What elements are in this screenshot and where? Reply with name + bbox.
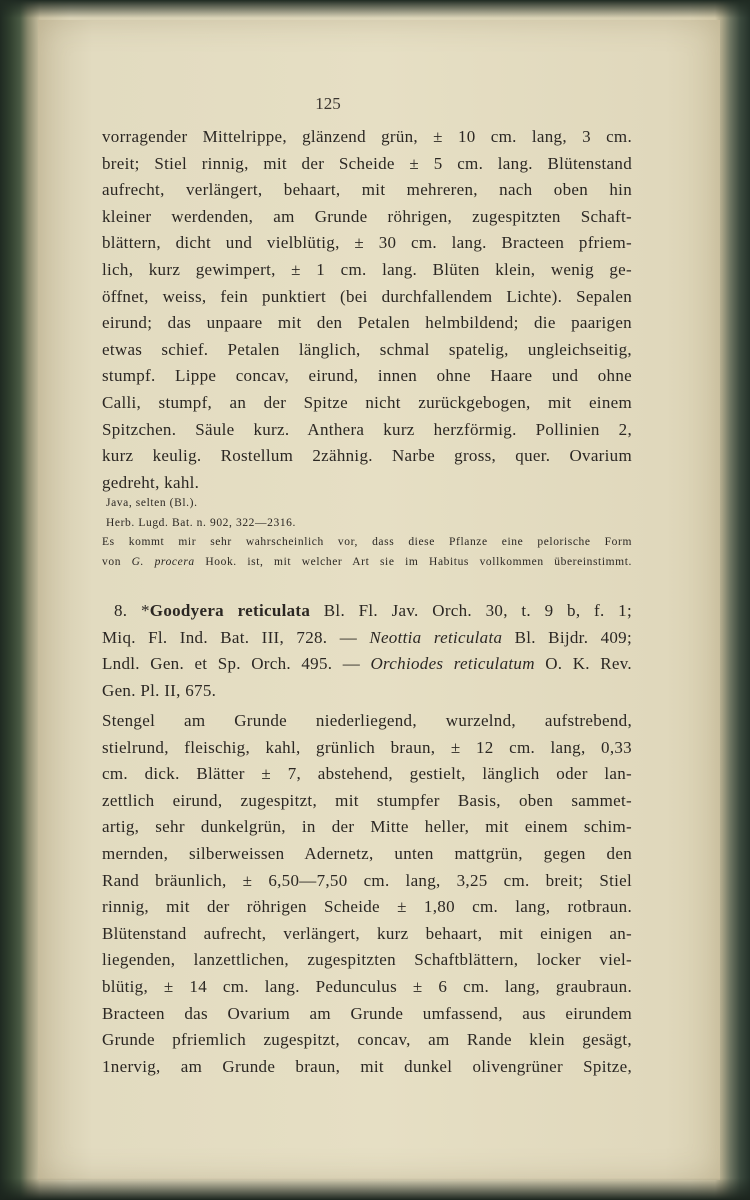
citation: Bl. Fl. Jav. Orch. 30, t. 9 b, f. 1; [310, 601, 632, 620]
species-number: 8. * [114, 601, 150, 620]
text-line: 1nervig, am Grunde braun, mit dunkel olivengrüner Spitze, [102, 1056, 632, 1076]
text-line: öffnet, weiss, fein punktiert (bei durchfallendem Lichte). Sepalen [102, 286, 632, 306]
citation: Miq. Fl. Ind. Bat. III, 728. — [102, 627, 370, 647]
text-line: Rand bräunlich, ± 6,50—7,50 cm. lang, 3,25 cm. breit; Stiel [102, 870, 632, 890]
text-line: Bracteen das Ovarium am Grunde umfassend, aus eirundem [102, 1003, 632, 1023]
text-line: Spitzchen. Säule kurz. Anthera kurz herzförmig. Pollinien 2, [102, 419, 632, 439]
text-line: lich, kurz gewimpert, ± 1 cm. lang. Blüten klein, wenig ge- [102, 259, 632, 279]
text-line: zettlich eirund, zugespitzt, mit stumpfer Basis, oben sammet- [102, 790, 632, 810]
description-paragraph-2 [102, 708, 632, 1080]
text-line: Grunde pfriemlich zugespitzt, concav, am Rande klein gesägt, [102, 1030, 632, 1050]
text-line: breit; Stiel rinnig, mit der Scheide ± 5 cm. lang. Blütenstand [102, 153, 632, 173]
note-herbarium: Herb. Lugd. Bat. n. 902, 322—2316. [106, 516, 297, 529]
paper-sheet [38, 20, 720, 1180]
note-remark: Es kommt mir sehr wahrscheinlich vor, dass diese Pflanze eine pelorische Form [102, 536, 632, 548]
text-line: vorragender Mittelrippe, glänzend grün, ± 10 cm. lang, 3 cm. [102, 127, 632, 146]
text-line: stumpf. Lippe concav, eirund, innen ohne Haare und ohne [102, 366, 632, 386]
footnotes [102, 494, 632, 572]
text-line: kleiner werdenden, am Grunde röhrigen, zugespitzten Schaft- [102, 206, 632, 226]
synonym: Neottia reticulata [369, 627, 503, 647]
species-heading [102, 598, 632, 704]
text-line: kurz keulig. Rostellum 2zähnig. Narbe gross, quer. Ovarium [102, 446, 632, 466]
citation: Lndl. Gen. et Sp. Orch. 495. — [102, 654, 371, 674]
text-line: Calli, stumpf, an der Spitze nicht zurückgebogen, mit einem [102, 392, 632, 412]
text-line: rinnig, mit der röhrigen Scheide ± 1,80 cm. lang, rotbraun. [102, 897, 632, 917]
text-line: etwas schief. Petalen länglich, schmal spatelig, ungleichseitig, [102, 339, 632, 359]
note-species: G. procera [131, 555, 195, 568]
heading-line-3 [102, 651, 632, 678]
page-number: 125 [315, 94, 341, 113]
text-line: Stengel am Grunde niederliegend, wurzelnd, aufstrebend, [102, 711, 632, 730]
text-line: stielrund, fleischig, kahl, grünlich braun, ± 12 cm. lang, 0,33 [102, 737, 632, 757]
note-suffix: Hook. ist, mit welcher Art sie im Habitus vollkommen übereinstimmt. [194, 555, 632, 568]
description-paragraph-1 [102, 124, 632, 496]
text-line: blättern, dicht und vielblütig, ± 30 cm. lang. Bracteen pfriem- [102, 233, 632, 253]
heading-line-1 [102, 598, 632, 625]
text-line: eirund; das unpaare mit den Petalen helmbildend; die paarigen [102, 313, 632, 333]
text-line: blütig, ± 14 cm. lang. Pedunculus ± 6 cm. lang, graubraun. [102, 976, 632, 996]
synonym: Orchiodes reticulatum [370, 654, 535, 674]
text-line: cm. dick. Blätter ± 7, abstehend, gestielt, länglich oder lan- [102, 764, 632, 784]
text-line: mernden, silberweissen Adernetz, unten mattgrün, gegen den [102, 843, 632, 863]
text-line: artig, sehr dunkelgrün, in der Mitte heller, mit einem schim- [102, 817, 632, 837]
citation: O. K. Rev. [534, 654, 632, 674]
note-locality: Java, selten (Bl.). [106, 497, 198, 509]
note-remark-cont [102, 553, 632, 573]
text-line: liegenden, lanzettlichen, zugespitzten Schaftblättern, locker viel- [102, 950, 632, 970]
text-line: Blütenstand aufrecht, verlängert, kurz behaart, mit einigen an- [102, 923, 632, 943]
species-name: Goodyera reticulata [149, 601, 311, 620]
heading-line-4: Gen. Pl. II, 675. [102, 680, 217, 700]
heading-line-2 [102, 625, 632, 652]
note-prefix: von [102, 555, 132, 568]
citation: Bl. Bijdr. 409; [502, 627, 633, 647]
text-line: gedreht, kahl. [102, 472, 200, 492]
text-line: aufrecht, verlängert, behaart, mit mehreren, nach oben hin [102, 180, 632, 200]
